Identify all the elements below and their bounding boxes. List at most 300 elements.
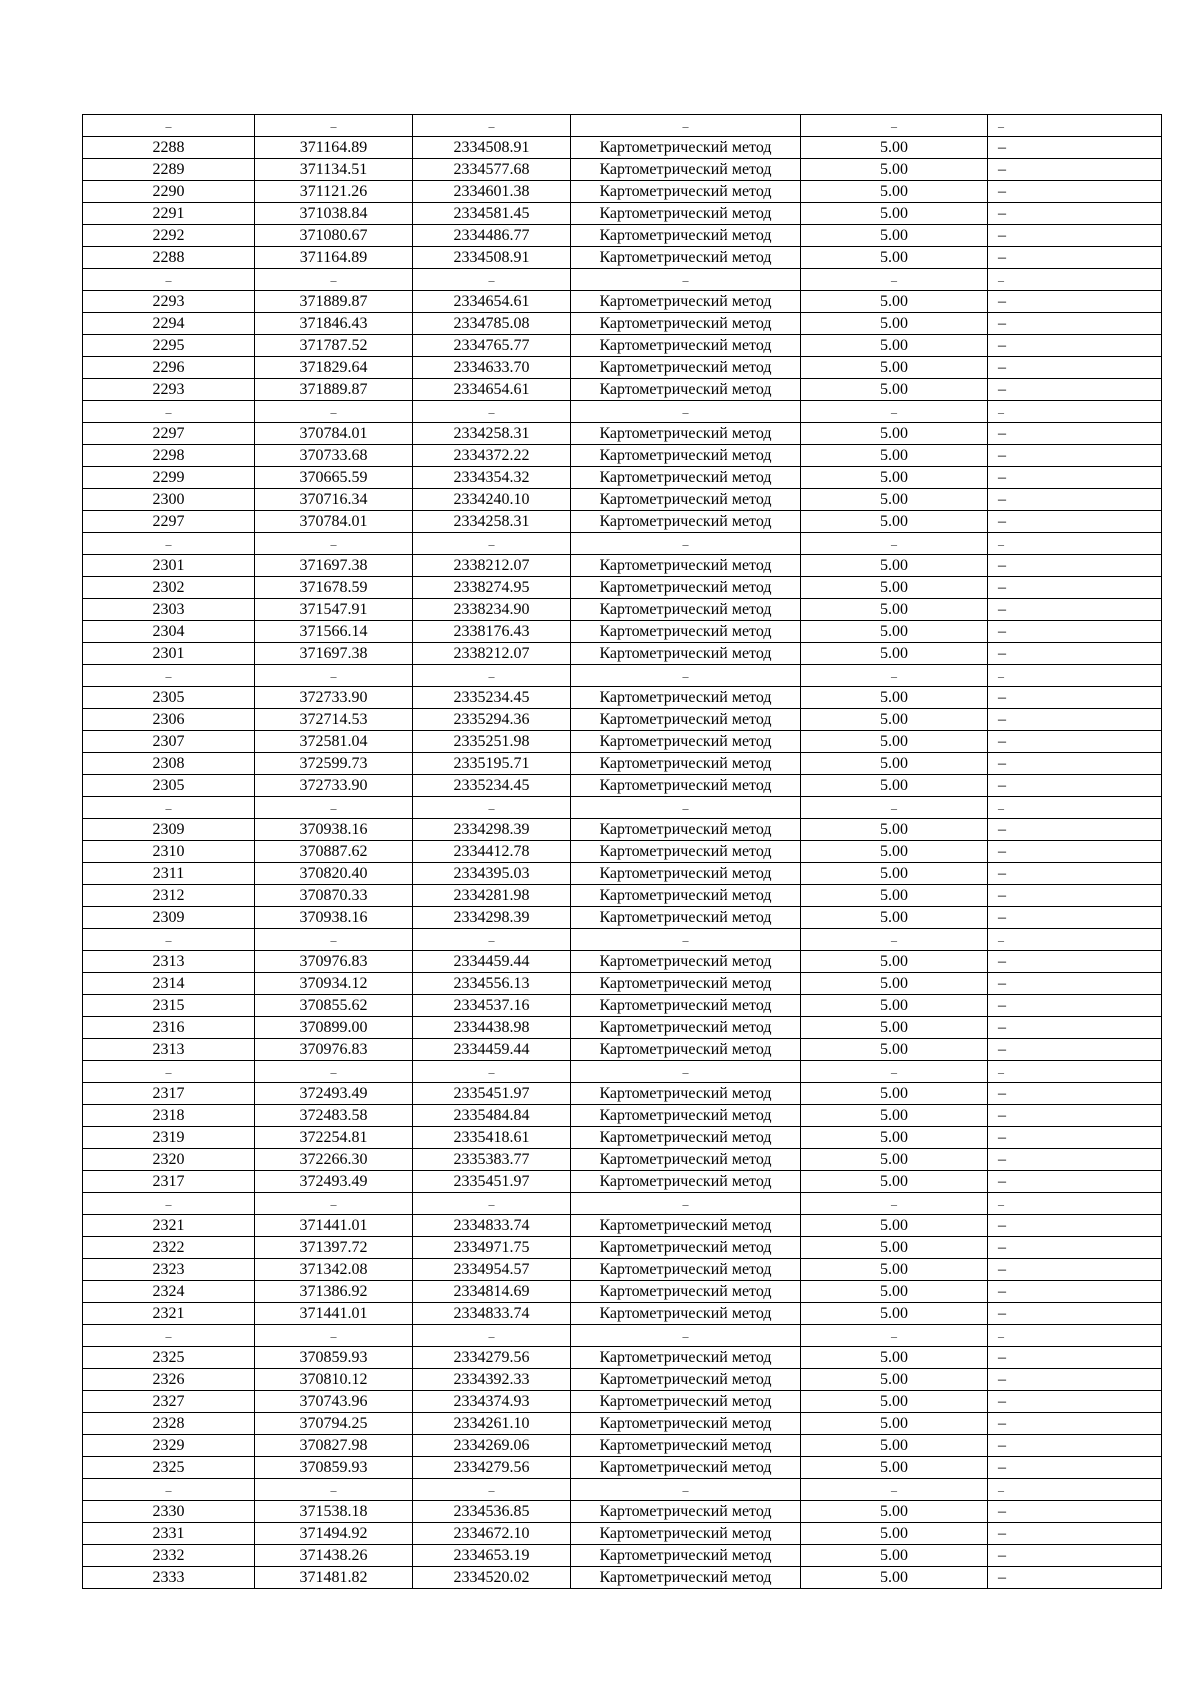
description-cell: – <box>988 1567 1162 1589</box>
table-row <box>83 1127 1162 1149</box>
description-cell: – <box>988 269 1162 291</box>
method-cell: Картометрический метод <box>571 753 801 775</box>
precision-cell: – <box>801 1193 988 1215</box>
method-cell: Картометрический метод <box>571 225 801 247</box>
point-number-cell: 2313 <box>83 1039 255 1061</box>
description-cell: – <box>988 1127 1162 1149</box>
point-number-cell: 2332 <box>83 1545 255 1567</box>
description-cell: – <box>988 1347 1162 1369</box>
precision-cell: 5.00 <box>801 1567 988 1589</box>
x-coordinate-cell: 372599.73 <box>255 753 413 775</box>
precision-cell: 5.00 <box>801 775 988 797</box>
description-cell: – <box>988 423 1162 445</box>
method-cell: Картометрический метод <box>571 621 801 643</box>
method-cell: – <box>571 115 801 137</box>
method-cell: Картометрический метод <box>571 907 801 929</box>
x-coordinate-cell: 371342.08 <box>255 1259 413 1281</box>
precision-cell: – <box>801 401 988 423</box>
point-number-cell: 2319 <box>83 1127 255 1149</box>
point-number-cell: 2296 <box>83 357 255 379</box>
table-row <box>83 1281 1162 1303</box>
point-number-cell: 2322 <box>83 1237 255 1259</box>
table-row <box>83 1413 1162 1435</box>
y-coordinate-cell: 2334633.70 <box>413 357 571 379</box>
x-coordinate-cell: 370859.93 <box>255 1347 413 1369</box>
description-cell: – <box>988 621 1162 643</box>
y-coordinate-cell: 2334833.74 <box>413 1215 571 1237</box>
precision-cell: 5.00 <box>801 1259 988 1281</box>
description-cell: – <box>988 951 1162 973</box>
point-number-cell: – <box>83 269 255 291</box>
point-number-cell: 2310 <box>83 841 255 863</box>
separator-row <box>83 115 1162 137</box>
x-coordinate-cell: 371547.91 <box>255 599 413 621</box>
method-cell: Картометрический метод <box>571 775 801 797</box>
method-cell: Картометрический метод <box>571 1435 801 1457</box>
x-coordinate-cell: 371481.82 <box>255 1567 413 1589</box>
precision-cell: 5.00 <box>801 643 988 665</box>
method-cell: – <box>571 1325 801 1347</box>
x-coordinate-cell: 371829.64 <box>255 357 413 379</box>
table-row <box>83 247 1162 269</box>
x-coordinate-cell: 371697.38 <box>255 555 413 577</box>
method-cell: Картометрический метод <box>571 841 801 863</box>
precision-cell: 5.00 <box>801 1215 988 1237</box>
precision-cell: – <box>801 1061 988 1083</box>
method-cell: – <box>571 401 801 423</box>
method-cell: Картометрический метод <box>571 599 801 621</box>
description-cell: – <box>988 731 1162 753</box>
method-cell: – <box>571 797 801 819</box>
point-number-cell: 2321 <box>83 1215 255 1237</box>
description-cell: – <box>988 445 1162 467</box>
x-coordinate-cell: 372254.81 <box>255 1127 413 1149</box>
x-coordinate-cell: 370820.40 <box>255 863 413 885</box>
table-row <box>83 1435 1162 1457</box>
precision-cell: 5.00 <box>801 313 988 335</box>
precision-cell: 5.00 <box>801 687 988 709</box>
description-cell: – <box>988 1457 1162 1479</box>
method-cell: Картометрический метод <box>571 709 801 731</box>
y-coordinate-cell: 2334833.74 <box>413 1303 571 1325</box>
description-cell: – <box>988 1039 1162 1061</box>
y-coordinate-cell: – <box>413 929 571 951</box>
x-coordinate-cell: 371787.52 <box>255 335 413 357</box>
precision-cell: 5.00 <box>801 973 988 995</box>
point-number-cell: 2305 <box>83 775 255 797</box>
point-number-cell: – <box>83 1479 255 1501</box>
precision-cell: 5.00 <box>801 1281 988 1303</box>
y-coordinate-cell: – <box>413 269 571 291</box>
precision-cell: 5.00 <box>801 335 988 357</box>
description-cell: – <box>988 753 1162 775</box>
point-number-cell: 2301 <box>83 643 255 665</box>
precision-cell: 5.00 <box>801 863 988 885</box>
method-cell: Картометрический метод <box>571 1567 801 1589</box>
point-number-cell: 2294 <box>83 313 255 335</box>
y-coordinate-cell: 2334354.32 <box>413 467 571 489</box>
method-cell: – <box>571 1479 801 1501</box>
y-coordinate-cell: 2335294.36 <box>413 709 571 731</box>
precision-cell: – <box>801 929 988 951</box>
y-coordinate-cell: 2334654.61 <box>413 379 571 401</box>
table-row <box>83 445 1162 467</box>
y-coordinate-cell: 2334654.61 <box>413 291 571 313</box>
y-coordinate-cell: 2334279.56 <box>413 1347 571 1369</box>
point-number-cell: 2293 <box>83 291 255 313</box>
y-coordinate-cell: – <box>413 1193 571 1215</box>
description-cell: – <box>988 1105 1162 1127</box>
y-coordinate-cell: 2334279.56 <box>413 1457 571 1479</box>
description-cell: – <box>988 819 1162 841</box>
method-cell: Картометрический метод <box>571 555 801 577</box>
description-cell: – <box>988 1171 1162 1193</box>
description-cell: – <box>988 1303 1162 1325</box>
x-coordinate-cell: 371678.59 <box>255 577 413 599</box>
method-cell: Картометрический метод <box>571 247 801 269</box>
point-number-cell: 2320 <box>83 1149 255 1171</box>
x-coordinate-cell: – <box>255 533 413 555</box>
description-cell: – <box>988 511 1162 533</box>
description-cell: – <box>988 665 1162 687</box>
precision-cell: – <box>801 665 988 687</box>
description-cell: – <box>988 995 1162 1017</box>
x-coordinate-cell: 371164.89 <box>255 137 413 159</box>
precision-cell: 5.00 <box>801 159 988 181</box>
method-cell: Картометрический метод <box>571 1281 801 1303</box>
precision-cell: 5.00 <box>801 1171 988 1193</box>
y-coordinate-cell: 2334814.69 <box>413 1281 571 1303</box>
description-cell: – <box>988 1325 1162 1347</box>
y-coordinate-cell: 2338274.95 <box>413 577 571 599</box>
description-cell: – <box>988 907 1162 929</box>
point-number-cell: 2318 <box>83 1105 255 1127</box>
point-number-cell: 2327 <box>83 1391 255 1413</box>
point-number-cell: 2309 <box>83 907 255 929</box>
point-number-cell: 2316 <box>83 1017 255 1039</box>
precision-cell: 5.00 <box>801 951 988 973</box>
precision-cell: 5.00 <box>801 1391 988 1413</box>
method-cell: – <box>571 665 801 687</box>
table-row <box>83 1237 1162 1259</box>
table-row <box>83 1215 1162 1237</box>
point-number-cell: 2314 <box>83 973 255 995</box>
precision-cell: 5.00 <box>801 1523 988 1545</box>
x-coordinate-cell: 370784.01 <box>255 423 413 445</box>
precision-cell: 5.00 <box>801 1149 988 1171</box>
method-cell: Картометрический метод <box>571 1215 801 1237</box>
x-coordinate-cell: 371889.87 <box>255 291 413 313</box>
table-row <box>83 841 1162 863</box>
description-cell: – <box>988 555 1162 577</box>
method-cell: – <box>571 929 801 951</box>
y-coordinate-cell: 2335451.97 <box>413 1083 571 1105</box>
y-coordinate-cell: 2334372.22 <box>413 445 571 467</box>
method-cell: Картометрический метод <box>571 973 801 995</box>
y-coordinate-cell: 2334298.39 <box>413 819 571 841</box>
precision-cell: 5.00 <box>801 1501 988 1523</box>
description-cell: – <box>988 1501 1162 1523</box>
y-coordinate-cell: 2334581.45 <box>413 203 571 225</box>
description-cell: – <box>988 1149 1162 1171</box>
method-cell: Картометрический метод <box>571 379 801 401</box>
x-coordinate-cell: 371438.26 <box>255 1545 413 1567</box>
precision-cell: 5.00 <box>801 1083 988 1105</box>
y-coordinate-cell: – <box>413 1061 571 1083</box>
table-row <box>83 137 1162 159</box>
method-cell: Картометрический метод <box>571 951 801 973</box>
point-number-cell: – <box>83 1193 255 1215</box>
point-number-cell: 2324 <box>83 1281 255 1303</box>
x-coordinate-cell: 371566.14 <box>255 621 413 643</box>
precision-cell: 5.00 <box>801 709 988 731</box>
description-cell: – <box>988 1061 1162 1083</box>
description-cell: – <box>988 313 1162 335</box>
y-coordinate-cell: 2334765.77 <box>413 335 571 357</box>
precision-cell: 5.00 <box>801 1237 988 1259</box>
point-number-cell: 2311 <box>83 863 255 885</box>
precision-cell: – <box>801 797 988 819</box>
y-coordinate-cell: 2334672.10 <box>413 1523 571 1545</box>
x-coordinate-cell: 372493.49 <box>255 1083 413 1105</box>
method-cell: Картометрический метод <box>571 1259 801 1281</box>
method-cell: Картометрический метод <box>571 577 801 599</box>
table-row <box>83 687 1162 709</box>
precision-cell: 5.00 <box>801 1435 988 1457</box>
precision-cell: 5.00 <box>801 1017 988 1039</box>
y-coordinate-cell: 2334374.93 <box>413 1391 571 1413</box>
precision-cell: 5.00 <box>801 885 988 907</box>
y-coordinate-cell: 2334261.10 <box>413 1413 571 1435</box>
precision-cell: 5.00 <box>801 995 988 1017</box>
precision-cell: 5.00 <box>801 599 988 621</box>
x-coordinate-cell: 370794.25 <box>255 1413 413 1435</box>
description-cell: – <box>988 247 1162 269</box>
precision-cell: – <box>801 1479 988 1501</box>
point-number-cell: – <box>83 929 255 951</box>
method-cell: Картометрический метод <box>571 203 801 225</box>
point-number-cell: 2295 <box>83 335 255 357</box>
method-cell: Картометрический метод <box>571 1017 801 1039</box>
method-cell: – <box>571 1061 801 1083</box>
description-cell: – <box>988 1237 1162 1259</box>
method-cell: Картометрический метод <box>571 445 801 467</box>
method-cell: Картометрический метод <box>571 731 801 753</box>
point-number-cell: 2317 <box>83 1171 255 1193</box>
precision-cell: 5.00 <box>801 467 988 489</box>
method-cell: Картометрический метод <box>571 1171 801 1193</box>
table-row <box>83 203 1162 225</box>
x-coordinate-cell: 370827.98 <box>255 1435 413 1457</box>
table-row <box>83 885 1162 907</box>
precision-cell: 5.00 <box>801 1369 988 1391</box>
method-cell: Картометрический метод <box>571 885 801 907</box>
y-coordinate-cell: 2335234.45 <box>413 687 571 709</box>
description-cell: – <box>988 643 1162 665</box>
table-row <box>83 1303 1162 1325</box>
table-row <box>83 1391 1162 1413</box>
y-coordinate-cell: 2334653.19 <box>413 1545 571 1567</box>
table-row <box>83 1545 1162 1567</box>
method-cell: Картометрический метод <box>571 291 801 313</box>
table-row <box>83 1523 1162 1545</box>
table-row <box>83 511 1162 533</box>
description-cell: – <box>988 1479 1162 1501</box>
point-number-cell: 2298 <box>83 445 255 467</box>
precision-cell: 5.00 <box>801 1413 988 1435</box>
method-cell: Картометрический метод <box>571 1237 801 1259</box>
table-row <box>83 159 1162 181</box>
point-number-cell: 2304 <box>83 621 255 643</box>
y-coordinate-cell: 2334258.31 <box>413 511 571 533</box>
x-coordinate-cell: 370887.62 <box>255 841 413 863</box>
x-coordinate-cell: – <box>255 1061 413 1083</box>
method-cell: Картометрический метод <box>571 1501 801 1523</box>
table-row <box>83 1083 1162 1105</box>
point-number-cell: – <box>83 1061 255 1083</box>
table-row <box>83 775 1162 797</box>
method-cell: Картометрический метод <box>571 159 801 181</box>
precision-cell: 5.00 <box>801 137 988 159</box>
method-cell: Картометрический метод <box>571 1127 801 1149</box>
precision-cell: 5.00 <box>801 1545 988 1567</box>
point-number-cell: 2302 <box>83 577 255 599</box>
x-coordinate-cell: 370976.83 <box>255 951 413 973</box>
table-row <box>83 1149 1162 1171</box>
x-coordinate-cell: 372483.58 <box>255 1105 413 1127</box>
point-number-cell: 2325 <box>83 1457 255 1479</box>
description-cell: – <box>988 1215 1162 1237</box>
y-coordinate-cell: 2335451.97 <box>413 1171 571 1193</box>
y-coordinate-cell: 2334577.68 <box>413 159 571 181</box>
method-cell: Картометрический метод <box>571 1347 801 1369</box>
y-coordinate-cell: 2335251.98 <box>413 731 571 753</box>
precision-cell: 5.00 <box>801 203 988 225</box>
separator-row <box>83 1479 1162 1501</box>
point-number-cell: 2330 <box>83 1501 255 1523</box>
x-coordinate-cell: 372714.53 <box>255 709 413 731</box>
x-coordinate-cell: 371038.84 <box>255 203 413 225</box>
precision-cell: 5.00 <box>801 819 988 841</box>
y-coordinate-cell: 2334281.98 <box>413 885 571 907</box>
y-coordinate-cell: 2334395.03 <box>413 863 571 885</box>
point-number-cell: 2326 <box>83 1369 255 1391</box>
y-coordinate-cell: 2335418.61 <box>413 1127 571 1149</box>
x-coordinate-cell: 370810.12 <box>255 1369 413 1391</box>
x-coordinate-cell: – <box>255 929 413 951</box>
y-coordinate-cell: 2334392.33 <box>413 1369 571 1391</box>
precision-cell: 5.00 <box>801 907 988 929</box>
method-cell: Картометрический метод <box>571 335 801 357</box>
description-cell: – <box>988 577 1162 599</box>
point-number-cell: 2331 <box>83 1523 255 1545</box>
table-row <box>83 489 1162 511</box>
method-cell: Картометрический метод <box>571 1105 801 1127</box>
table-row <box>83 1369 1162 1391</box>
x-coordinate-cell: 371397.72 <box>255 1237 413 1259</box>
point-number-cell: 2309 <box>83 819 255 841</box>
table-row <box>83 973 1162 995</box>
description-cell: – <box>988 1369 1162 1391</box>
description-cell: – <box>988 1017 1162 1039</box>
point-number-cell: – <box>83 797 255 819</box>
precision-cell: 5.00 <box>801 555 988 577</box>
method-cell: – <box>571 1193 801 1215</box>
description-cell: – <box>988 1545 1162 1567</box>
method-cell: Картометрический метод <box>571 1303 801 1325</box>
y-coordinate-cell: 2338176.43 <box>413 621 571 643</box>
separator-row <box>83 929 1162 951</box>
point-number-cell: 2289 <box>83 159 255 181</box>
y-coordinate-cell: 2334556.13 <box>413 973 571 995</box>
description-cell: – <box>988 137 1162 159</box>
description-cell: – <box>988 1413 1162 1435</box>
coordinates-sheet <box>82 114 1161 1589</box>
y-coordinate-cell: – <box>413 1325 571 1347</box>
precision-cell: 5.00 <box>801 225 988 247</box>
x-coordinate-cell: 371846.43 <box>255 313 413 335</box>
table-row <box>83 1171 1162 1193</box>
table-row <box>83 467 1162 489</box>
x-coordinate-cell: – <box>255 665 413 687</box>
table-row <box>83 951 1162 973</box>
point-number-cell: 2292 <box>83 225 255 247</box>
method-cell: Картометрический метод <box>571 687 801 709</box>
x-coordinate-cell: 370743.96 <box>255 1391 413 1413</box>
separator-row <box>83 401 1162 423</box>
point-number-cell: 2305 <box>83 687 255 709</box>
table-row <box>83 1347 1162 1369</box>
precision-cell: – <box>801 533 988 555</box>
table-row <box>83 291 1162 313</box>
x-coordinate-cell: 372733.90 <box>255 687 413 709</box>
description-cell: – <box>988 115 1162 137</box>
table-row <box>83 423 1162 445</box>
y-coordinate-cell: – <box>413 401 571 423</box>
method-cell: Картометрический метод <box>571 467 801 489</box>
y-coordinate-cell: – <box>413 1479 571 1501</box>
y-coordinate-cell: – <box>413 533 571 555</box>
description-cell: – <box>988 1259 1162 1281</box>
point-number-cell: – <box>83 1325 255 1347</box>
table-row <box>83 1457 1162 1479</box>
method-cell: Картометрический метод <box>571 863 801 885</box>
description-cell: – <box>988 1281 1162 1303</box>
method-cell: Картометрический метод <box>571 819 801 841</box>
table-row <box>83 643 1162 665</box>
table-row <box>83 753 1162 775</box>
description-cell: – <box>988 973 1162 995</box>
x-coordinate-cell: 371080.67 <box>255 225 413 247</box>
table-row <box>83 1501 1162 1523</box>
precision-cell: – <box>801 115 988 137</box>
y-coordinate-cell: 2334954.57 <box>413 1259 571 1281</box>
point-number-cell: 2323 <box>83 1259 255 1281</box>
x-coordinate-cell: 370733.68 <box>255 445 413 467</box>
x-coordinate-cell: – <box>255 1479 413 1501</box>
point-number-cell: 2313 <box>83 951 255 973</box>
precision-cell: 5.00 <box>801 621 988 643</box>
description-cell: – <box>988 533 1162 555</box>
x-coordinate-cell: 370665.59 <box>255 467 413 489</box>
description-cell: – <box>988 1193 1162 1215</box>
point-number-cell: – <box>83 401 255 423</box>
separator-row <box>83 797 1162 819</box>
precision-cell: 5.00 <box>801 1039 988 1061</box>
x-coordinate-cell: 371164.89 <box>255 247 413 269</box>
table-row <box>83 1017 1162 1039</box>
method-cell: Картометрический метод <box>571 357 801 379</box>
